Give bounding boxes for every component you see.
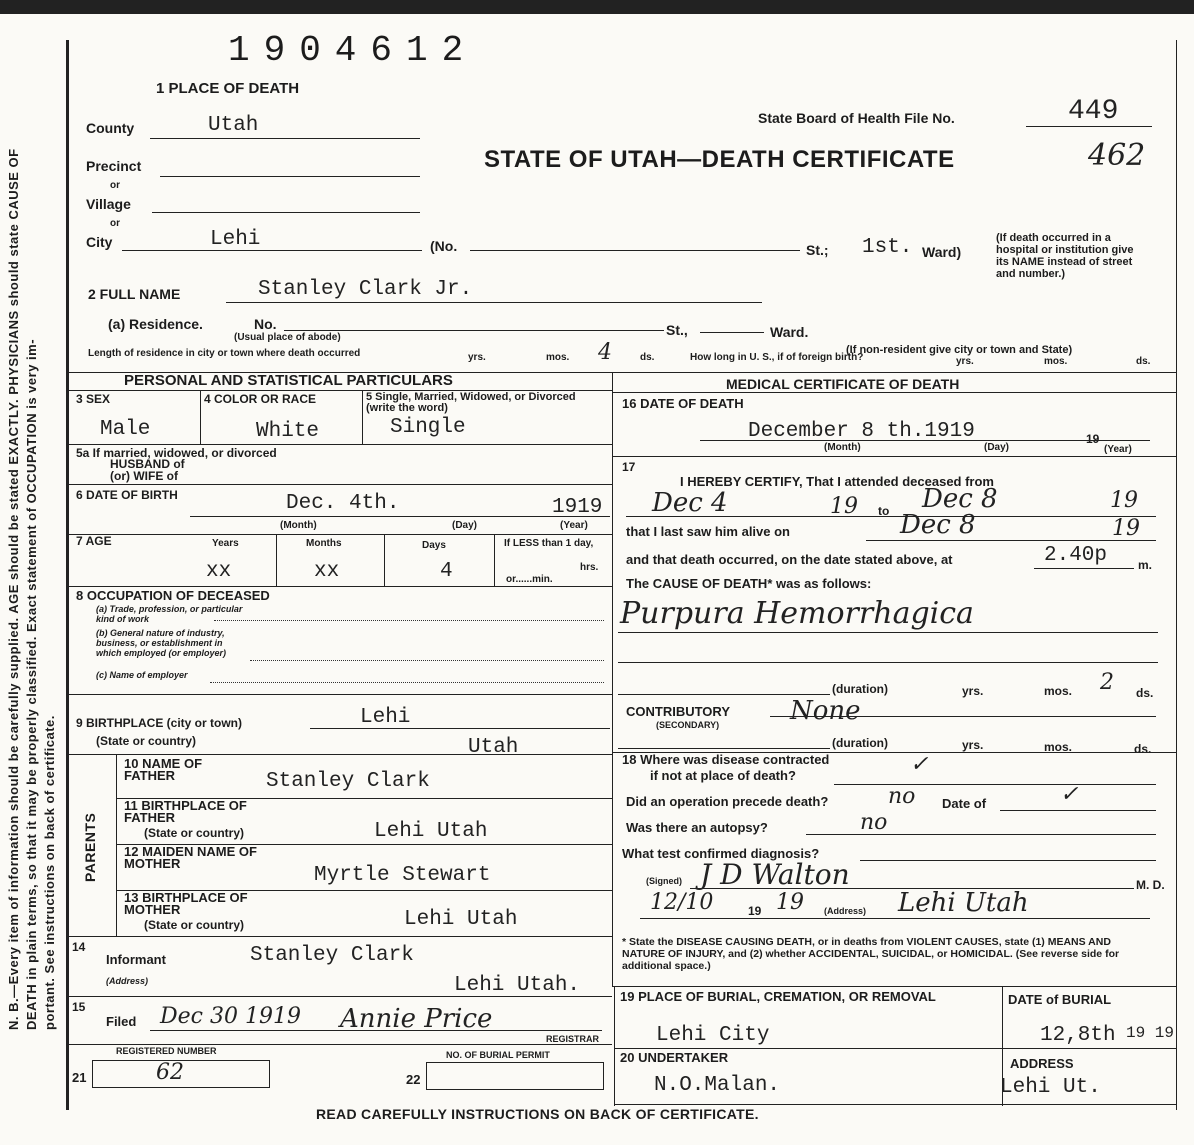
city-value: Lehi (210, 228, 261, 251)
burial-date-value: 12,8th (1040, 1024, 1116, 1047)
usual-abode: (Usual place of abode) (234, 332, 341, 343)
undertaker-address-label: ADDRESS (1010, 1056, 1074, 1071)
cause-of-death-label: The CAUSE OF DEATH* was as follows: (626, 576, 872, 591)
last-saw-text: that I last saw him alive on (626, 524, 790, 539)
color-race-value: White (256, 420, 320, 443)
secondary-label: (SECONDARY) (656, 720, 720, 730)
duration-mos: mos. (1044, 684, 1073, 698)
cause-footnote: * State the DISEASE CAUSING DEATH, or in deaths from VIOLENT CAUSES, state (1) MEANS AND NATURE OF INJURY, and (2) whether ACCIDENTAL, SUICIDAL, or HOMICIDAL. (See reverse side for additional space.) (622, 936, 1120, 972)
city-no-label: (No. (430, 238, 458, 254)
burial-year-value: 19 19 (1126, 1024, 1175, 1042)
father-name-value: Stanley Clark (266, 770, 430, 793)
certify-number: 17 (622, 460, 636, 474)
length-mos: mos. (546, 352, 570, 363)
residence-no: No. (254, 316, 277, 332)
occupation-a: (a) Trade, profession, or particular kind of work (96, 604, 243, 624)
father-birthplace-sub: (State or country) (144, 826, 245, 840)
death-time-value: 2.40p (1044, 544, 1108, 567)
autopsy-label: Was there an autopsy? (626, 820, 768, 835)
registered-number-label: REGISTERED NUMBER (116, 1046, 217, 1056)
birthplace-city: Lehi (360, 706, 411, 729)
filed-number: 15 (72, 1000, 86, 1014)
operation-date-label: Date of (942, 796, 987, 811)
physician-signature: J D Walton (700, 858, 850, 891)
last-saw-year: 19 (1112, 516, 1140, 541)
signature-date: 12/10 (650, 890, 714, 915)
age-months-value: xx (314, 560, 340, 583)
q18-check: ✓ (910, 752, 929, 777)
personal-section-title: PERSONAL AND STATISTICAL PARTICULARS (124, 372, 453, 389)
place-of-death-label: 1 PLACE OF DEATH (156, 80, 300, 97)
operation-label: Did an operation precede death? (626, 794, 829, 809)
operation-date-check: ✓ (1060, 782, 1079, 807)
wife-of-label: (or) WIFE of (110, 469, 178, 483)
county-label: County (86, 120, 135, 136)
side-instructions-2: DEATH in plain terms, so that it may be properly classified. Exact statement of OCCUPATION is very im- (24, 338, 39, 1030)
test-diagnosis-label: What test confirmed diagnosis? (622, 846, 820, 861)
dob-label: 6 DATE OF BIRTH (76, 488, 178, 502)
age-years-label: Years (212, 538, 239, 549)
form-left-border (66, 40, 69, 1110)
occupation-b: (b) General nature of industry, business, or establishment in which employed (or employer) (96, 628, 227, 658)
length-residence-label: Length of residence in city or town where death occurred (88, 348, 361, 359)
board-file-handwritten: 462 (1088, 138, 1146, 173)
signature-year-prefix: 19 (748, 904, 762, 918)
informant-address-value: Lehi Utah. (454, 974, 581, 997)
file-number-top: 1904612 (228, 30, 478, 71)
registrar-signature: Annie Price (340, 1004, 493, 1034)
date-of-death-value: December 8 th.1919 (748, 420, 975, 443)
undertaker-address-value: Lehi Ut. (1000, 1076, 1101, 1099)
duration-yrs: yrs. (962, 684, 984, 698)
father-birthplace-label: 11 BIRTHPLACE OF FATHER (124, 798, 247, 825)
length-days-value: 4 (598, 340, 612, 365)
board-file-value: 449 (1068, 96, 1119, 127)
informant-address-label: (Address) (106, 976, 149, 986)
attended-from-date: Dec 4 (652, 488, 728, 518)
age-hrs: hrs. (580, 562, 599, 573)
death-time-m: m. (1138, 558, 1153, 572)
death-year-label: (Year) (1104, 444, 1132, 455)
birthplace-state-label: (State or country) (96, 734, 197, 748)
dob-year-label: (Year) (560, 520, 588, 531)
date-of-death-year-suffix: 19 (1086, 432, 1100, 446)
medical-section-title: MEDICAL CERTIFICATE OF DEATH (726, 376, 960, 392)
occupation-label: 8 OCCUPATION OF DECEASED (76, 588, 270, 603)
age-months-label: Months (306, 538, 342, 549)
informant-label: Informant (106, 952, 166, 967)
registered-num: 21 (72, 1070, 87, 1085)
burial-permit-num: 22 (406, 1072, 421, 1087)
duration-label: (duration) (832, 682, 888, 696)
dob-day-label: (Day) (452, 520, 478, 531)
birthplace-label: 9 BIRTHPLACE (city or town) (76, 716, 243, 730)
certify-text: I HEREBY CERTIFY, That I attended deceased from (680, 474, 994, 489)
dob-value: Dec. 4th. (286, 492, 400, 515)
village-label: Village (86, 196, 131, 212)
board-file-label: State Board of Health File No. (758, 110, 955, 126)
hospital-note: (If death occurred in a hospital or institution give its NAME instead of street and number.) (996, 232, 1134, 280)
us-yrs: yrs. (956, 356, 974, 367)
city-label: City (86, 234, 113, 250)
md-label: M. D. (1136, 878, 1165, 892)
age-label: 7 AGE (76, 534, 112, 548)
signature-year: 19 (776, 890, 804, 915)
signature-address-label: (Address) (824, 906, 867, 916)
signature-address-value: Lehi Utah (898, 888, 1029, 918)
scan-top-edge (0, 0, 1194, 14)
last-saw-date: Dec 8 (900, 510, 976, 540)
sex-label: 3 SEX (76, 392, 111, 406)
precinct-label: Precinct (86, 158, 142, 174)
form-right-border (1176, 40, 1177, 1110)
sex-value: Male (100, 418, 151, 441)
dob-month-label: (Month) (280, 520, 317, 531)
husband-of-label: HUSBAND of (110, 457, 185, 471)
cause-of-death-value: Purpura Hemorrhagica (620, 596, 974, 631)
residence-street: St., (666, 322, 688, 338)
age-days-label: Days (422, 540, 446, 551)
color-race-label: 4 COLOR OR RACE (204, 392, 317, 406)
father-birthplace-value: Lehi Utah (374, 820, 488, 843)
father-name-label: 10 NAME OF FATHER (124, 756, 203, 783)
residence-label: (a) Residence. (108, 316, 203, 332)
how-long-us-label: How long in U. S., if of foreign birth? (690, 352, 864, 363)
operation-value: no (888, 784, 916, 809)
street-label: St.; (806, 242, 829, 258)
undertaker-value: N.O.Malan. (654, 1074, 781, 1097)
duration-ds: ds. (1136, 686, 1154, 700)
footer-instructions: READ CAREFULLY INSTRUCTIONS ON BACK OF CERTIFICATE. (316, 1106, 759, 1122)
informant-number: 14 (72, 940, 86, 954)
mother-birthplace-sub: (State or country) (144, 918, 245, 932)
dob-year: 1919 (552, 496, 603, 519)
county-value: Utah (208, 114, 259, 137)
attended-to-date: Dec 8 (922, 484, 998, 514)
mother-birthplace-value: Lehi Utah (404, 908, 518, 931)
duration-ds-2: ds. (1134, 742, 1152, 756)
ward-value: 1st. (862, 236, 913, 259)
ward-label: Ward) (922, 244, 962, 260)
burial-place-value: Lehi City (656, 1024, 770, 1047)
occupation-c: (c) Name of employer (96, 670, 188, 680)
mother-birthplace-label: 13 BIRTHPLACE OF MOTHER (124, 890, 248, 917)
autopsy-value: no (860, 810, 888, 835)
parents-label: PARENTS (82, 812, 98, 882)
or-label-2: or (110, 218, 120, 229)
age-less-label: If LESS than 1 day, (504, 538, 594, 549)
attended-to-year: 19 (1110, 488, 1138, 513)
q18-sub: if not at place of death? (650, 768, 796, 783)
duration-mos-2: mos. (1044, 740, 1073, 754)
registrar-label: REGISTRAR (546, 1034, 600, 1044)
burial-permit-box (426, 1062, 604, 1090)
column-divider (612, 372, 613, 986)
full-name-label: 2 FULL NAME (88, 286, 181, 302)
registered-number-value: 62 (156, 1060, 184, 1085)
marital-status-label: 5 Single, Married, Widowed, or Divorced (write the word) (366, 391, 576, 414)
contributory-label: CONTRIBUTORY (626, 704, 730, 719)
attended-from-year: 19 (830, 494, 858, 519)
us-mos: mos. (1044, 356, 1068, 367)
certificate-title: STATE OF UTAH—DEATH CERTIFICATE (484, 146, 955, 173)
duration-yrs-2: yrs. (962, 738, 984, 752)
side-instructions-1: N. B.—Every item of information should be carefully supplied. AGE should be stated EXACTLY. PHYSICIANS should state CAUSE OF (6, 148, 21, 1030)
non-resident-note: (If non-resident give city or town and State) (846, 344, 1073, 356)
attended-to-label: to (878, 504, 890, 518)
filed-label: Filed (106, 1014, 137, 1029)
burial-place-label: 19 PLACE OF BURIAL, CREMATION, OR REMOVAL (620, 989, 936, 1004)
undertaker-label: 20 UNDERTAKER (620, 1050, 729, 1065)
side-instructions-3: portant. See instructions on back of certificate. (42, 715, 57, 1030)
or-label-1: or (110, 180, 120, 191)
age-min: or......min. (506, 574, 553, 585)
age-years-value: xx (206, 560, 232, 583)
death-occurred-text: and that death occurred, on the date stated above, at (626, 552, 953, 567)
length-ds: ds. (640, 352, 655, 363)
marital-status-value: Single (390, 416, 466, 439)
burial-date-label: DATE of BURIAL (1008, 992, 1112, 1007)
spouse-label: 5a If married, widowed, or divorced (76, 446, 277, 460)
date-of-death-label: 16 DATE OF DEATH (622, 396, 744, 411)
birthplace-state: Utah (468, 736, 519, 759)
age-days-value: 4 (440, 560, 453, 583)
full-name-value: Stanley Clark Jr. (258, 278, 473, 301)
informant-value: Stanley Clark (250, 944, 414, 967)
death-month-label: (Month) (824, 442, 861, 453)
mother-name-value: Myrtle Stewart (314, 864, 491, 887)
contributory-value: None (790, 696, 861, 726)
q18-label: 18 Where was disease contracted (622, 752, 830, 767)
death-day-label: (Day) (984, 442, 1010, 453)
residence-ward: Ward. (770, 324, 809, 340)
filed-value: Dec 30 1919 (160, 1004, 301, 1029)
us-ds: ds. (1136, 356, 1151, 367)
mother-name-label: 12 MAIDEN NAME OF MOTHER (124, 844, 257, 871)
length-yrs: yrs. (468, 352, 486, 363)
duration-label-2: (duration) (832, 736, 888, 750)
duration-days-value: 2 (1100, 670, 1114, 695)
signed-label: (Signed) (646, 876, 682, 886)
burial-permit-label: NO. OF BURIAL PERMIT (446, 1050, 550, 1060)
